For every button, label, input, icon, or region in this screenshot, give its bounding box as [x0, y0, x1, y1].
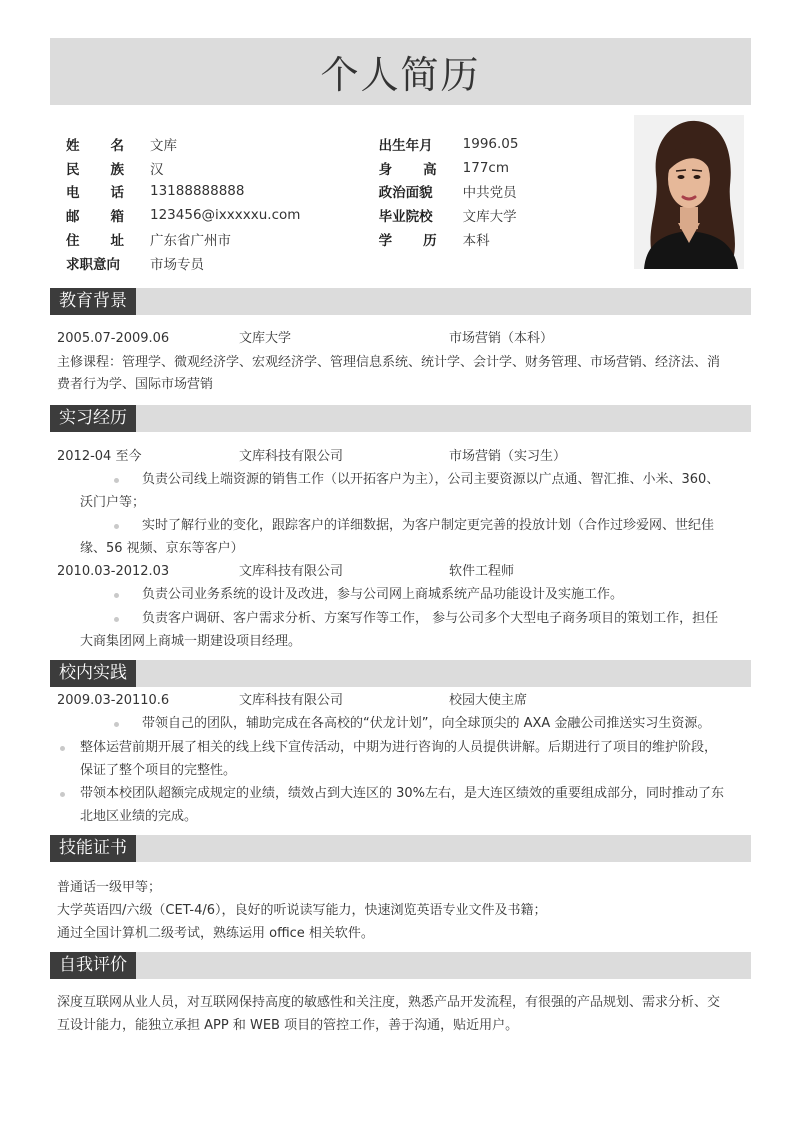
self-line: 深度互联网从业人员，对互联网保持高度的敏感性和关注度，熟悉产品开发流程，有很强的产品规划、需求分析、交: [57, 995, 721, 1010]
info-row: [66, 156, 626, 180]
self-line: 互设计能力，能独立承担 APP 和 WEB 项目的管控工作，善于沟通，贴近用户。: [57, 1018, 519, 1033]
label-birth: 出生年月: [378, 137, 433, 154]
value-phone: 13188888888: [150, 183, 245, 200]
value-birth: 1996.05: [462, 135, 519, 152]
bullet-icon: [114, 722, 119, 727]
profile-photo: [634, 115, 744, 269]
section-education-header: [50, 288, 751, 315]
education-major: 市场营销（本科）: [449, 331, 554, 346]
value-politics: 中共党员: [462, 185, 517, 202]
campus-bullet3-cont: 北地区业绩的完成。: [80, 809, 198, 824]
skill-line: 通过全国计算机二级考试，熟练运用 office 相关软件。: [57, 926, 374, 941]
value-degree: 本科: [462, 233, 490, 250]
value-height: 177cm: [462, 159, 509, 176]
info-row: [66, 132, 626, 156]
job1-bullet2: 实时了解行业的变化，跟踪客户的详细数据，为客户制定更完善的投放计划（合作过珍爱网、世纪佳: [142, 518, 715, 533]
label-school: 毕业院校: [378, 209, 433, 226]
section-education-title: 教育背景: [50, 288, 136, 315]
section-campus-title: 校内实践: [50, 660, 136, 687]
value-name: 文库: [150, 137, 177, 154]
section-self-header: [50, 952, 751, 979]
portrait-image: [634, 115, 744, 269]
section-internship-header: [50, 405, 751, 432]
bullet-icon: [60, 746, 65, 751]
section-skills-title: 技能证书: [50, 835, 136, 862]
job1-period: 2012-04 至今: [57, 449, 142, 464]
job1-bullet1-cont: 沃门户等；: [80, 495, 146, 510]
value-address: 广东省广州市: [150, 233, 231, 250]
education-courses-cont: 费者行为学、国际市场营销: [57, 377, 214, 392]
job1-row: [57, 445, 747, 468]
section-campus-header: [50, 660, 751, 687]
campus-bullet2: 整体运营前期开展了相关的线上线下宣传活动，中期为进行咨询的人员提供讲解。后期进行了项目的维护阶段，: [80, 740, 718, 755]
value-email: 123456@ixxxxxu.com: [150, 207, 301, 224]
label-politics: 政治面貌: [378, 185, 433, 202]
campus-row: [57, 689, 747, 712]
campus-company: 文库科技有限公司: [239, 693, 344, 708]
job2-bullet2: 负责客户调研、客户需求分析、方案写作等工作， 参与公司多个大型电子商务项目的策划工作，担任: [142, 611, 719, 626]
label-name: 姓 名: [66, 137, 124, 154]
bullet-icon: [60, 792, 65, 797]
bullet-icon: [114, 593, 119, 598]
bullet-icon: [114, 478, 119, 483]
label-phone: 电 话: [66, 185, 124, 202]
info-row: [66, 203, 626, 227]
bullet-icon: [114, 524, 119, 529]
info-row: [66, 251, 626, 275]
bullet-icon: [114, 617, 119, 622]
education-courses: 主修课程：管理学、微观经济学、宏观经济学、管理信息系统、统计学、会计学、财务管理、市场营销、经济法、消: [57, 355, 721, 370]
page-title: 个人简历: [320, 53, 481, 97]
label-address: 住 址: [66, 233, 124, 250]
campus-bullet1: 带领自己的团队，辅助完成在各高校的“伏龙计划”，向全球顶尖的 AXA 金融公司推送实习生资源。: [142, 716, 711, 731]
skill-line: 普通话一级甲等；: [57, 880, 162, 895]
campus-role: 校园大使主席: [449, 693, 528, 708]
title-bar: [50, 38, 751, 105]
basic-info: [66, 132, 626, 275]
job2-role: 软件工程师: [449, 564, 515, 579]
value-ethnicity: 汉: [150, 161, 164, 178]
education-period: 2005.07-2009.06: [57, 331, 170, 346]
info-row: [66, 227, 626, 251]
job1-bullet1: 负责公司线上端资源的销售工作（以开拓客户为主），公司主要资源以广点通、智汇推、小米、360、: [142, 472, 720, 487]
info-row: [66, 180, 626, 204]
label-ethnicity: 民 族: [66, 161, 124, 178]
campus-bullet3: 带领本校团队超额完成规定的业绩，绩效占到大连区的 30%左右，是大连区绩效的重要组成部分，同时推动了东: [80, 786, 725, 801]
skill-line: 大学英语四/六级（CET-4/6），良好的听说读写能力，快速浏览英语专业文件及书籍；: [57, 903, 547, 918]
value-objective: 市场专员: [150, 256, 204, 273]
section-skills-header: [50, 835, 751, 862]
education-school: 文库大学: [239, 331, 292, 346]
campus-bullet2-cont: 保证了整个项目的完整性。: [80, 763, 237, 778]
job1-company: 文库科技有限公司: [239, 449, 344, 464]
section-internship-title: 实习经历: [50, 405, 136, 432]
value-school: 文库大学: [462, 209, 517, 226]
education-row: [57, 327, 747, 350]
job2-row: [57, 560, 747, 583]
section-self-title: 自我评价: [50, 952, 136, 979]
label-objective: 求职意向: [66, 256, 120, 273]
label-email: 邮 箱: [66, 209, 124, 226]
label-height: 身 高: [378, 161, 437, 178]
job1-bullet2-cont: 缘、56 视频、京东等客户）: [80, 541, 244, 556]
job2-bullet2-cont: 大商集团网上商城一期建设项目经理。: [80, 634, 302, 649]
job2-company: 文库科技有限公司: [239, 564, 344, 579]
label-degree: 学 历: [378, 233, 437, 250]
job2-bullet1: 负责公司业务系统的设计及改进，参与公司网上商城系统产品功能设计及实施工作。: [142, 587, 624, 602]
job1-role: 市场营销（实习生）: [449, 449, 567, 464]
campus-period: 2009.03-20110.6: [57, 693, 170, 708]
job2-period: 2010.03-2012.03: [57, 564, 170, 579]
